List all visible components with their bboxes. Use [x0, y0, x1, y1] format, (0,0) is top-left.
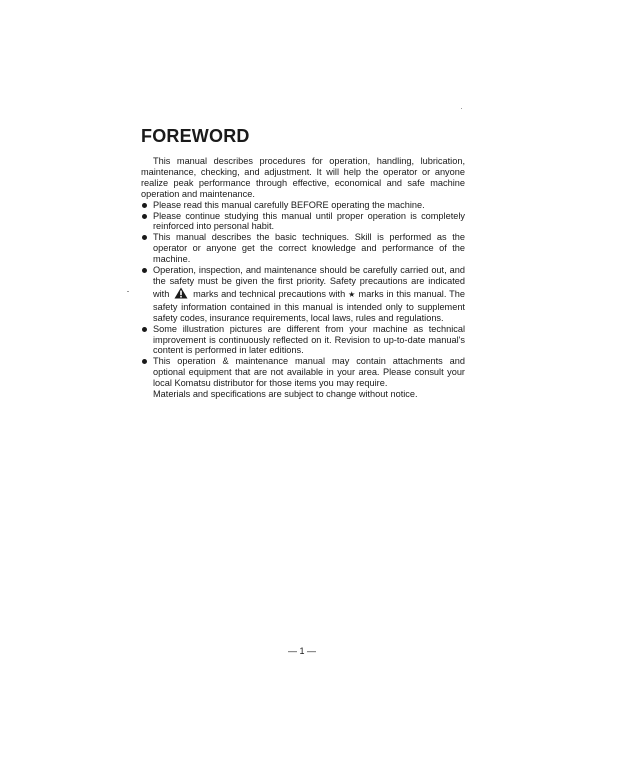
scan-speck: [127, 291, 129, 292]
safety-text-part2: marks and technical precautions with: [193, 288, 346, 299]
page-title: FOREWORD: [141, 126, 250, 146]
foreword-body: [141, 156, 465, 400]
warning-triangle-icon: [174, 287, 188, 302]
star-icon: ★: [348, 289, 356, 299]
list-item: [141, 200, 465, 211]
closing-note: Materials and specifications are subject to change without notice.: [153, 389, 418, 400]
list-item: [141, 232, 465, 265]
bullet-icon: [142, 214, 147, 219]
bullet-icon: [142, 235, 147, 240]
list-item-text: This manual describes the basic techniques. Skill is performed as the operator or anyone get the correct knowledge and performance of the machine.: [153, 232, 465, 265]
list-item-safety: [141, 265, 465, 324]
page-number: — 1 —: [287, 646, 316, 656]
list-item: [141, 324, 465, 357]
intro-paragraph: This manual describes procedures for operation, handling, lubrication, maintenance, checking, and adjustment. It will help the operator or anyone realize peak performance through effective, economical and safe machine operation and maintenance.: [141, 156, 465, 199]
list-item-text: Some illustration pictures are different from your machine as technical improvement is continuously reflected on it. Revision to up-to-date manual's content is performed in later editions.: [153, 323, 465, 356]
bullet-icon: [142, 327, 147, 332]
bullet-icon: [142, 359, 147, 364]
scan-speck: [461, 108, 462, 109]
list-item: [141, 211, 465, 233]
bullet-icon: [142, 268, 147, 273]
list-item-text: This operation & maintenance manual may contain attachments and optional equipment that are not available in your area. Please consult your local Komatsu distributor for those items you may require.: [153, 356, 465, 389]
list-item-text: Please continue studying this manual until proper operation is completely reinforced into personal habit.: [153, 210, 465, 232]
safety-text-part3: marks in this manual. The safety information contained in this manual is intended only to supplement safety codes, insurance requirements, local laws, rules and regulations.: [153, 288, 465, 323]
list-item: [141, 356, 465, 389]
bullet-icon: [142, 203, 147, 208]
safety-text-part1: Operation, inspection, and maintenance should be carefully carried out, and the safety must be given the first priority. Safety precautions are indicated with: [153, 265, 465, 299]
bullet-list: [141, 200, 465, 389]
list-item-text: Please read this manual carefully BEFORE operating the machine.: [153, 199, 425, 210]
